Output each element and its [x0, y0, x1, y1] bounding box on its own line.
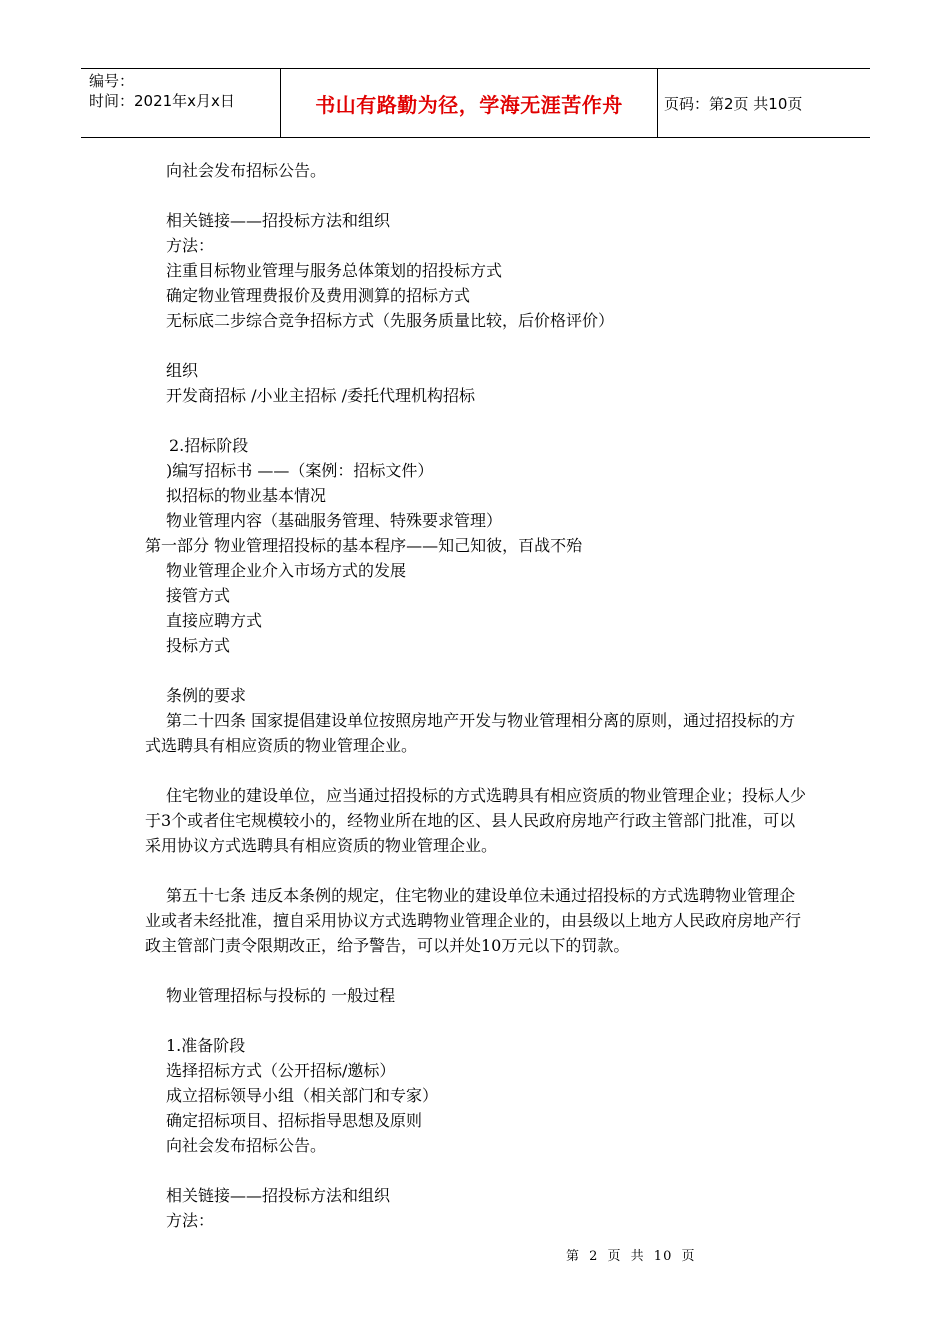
- header-motto: 书山有路勤为径，学海无涯苦作舟: [281, 69, 658, 137]
- body-line: 向社会发布招标公告。: [166, 161, 327, 180]
- body-line: 注重目标物业管理与服务总体策划的招投标方式: [166, 261, 503, 280]
- header-meta: [81, 69, 281, 137]
- regulation-paragraph: 第五十七条 违反本条例的规定，住宅物业的建设单位未通过招投标的方式选聘物业管理企业或者未经批准，擅自采用协议方式选聘物业管理企业的，由县级以上地方人民政府房地产行政主管部门责令限期改正，给予警告，可以并处10万元以下的罚款。: [145, 886, 802, 955]
- header-page-info: 页码：第2页 共10页: [664, 94, 803, 113]
- body-line: 成立招标领导小组（相关部门和专家）: [166, 1086, 439, 1105]
- body-line: 接管方式: [166, 586, 231, 605]
- body-line: 相关链接——招投标方法和组织: [166, 211, 391, 230]
- body-line: 物业管理企业介入市场方式的发展: [166, 561, 407, 580]
- document-body: [145, 158, 810, 1233]
- body-line: 开发商招标 /小业主招标 /委托代理机构招标: [166, 386, 475, 405]
- body-line: 方法：: [166, 1211, 215, 1230]
- body-line: 向社会发布招标公告。: [166, 1136, 327, 1155]
- page-header: [81, 68, 870, 138]
- body-line: 物业管理内容（基础服务管理、特殊要求管理）: [166, 511, 503, 530]
- body-line: 无标底二步综合竞争招标方式（先服务质量比较，后价格评价）: [166, 311, 615, 330]
- body-line: 拟招标的物业基本情况: [166, 486, 327, 505]
- section-heading: 1.准备阶段: [166, 1036, 246, 1055]
- body-line: 投标方式: [166, 636, 231, 655]
- body-line: 物业管理招标与投标的 一般过程: [166, 986, 396, 1005]
- body-line: 相关链接——招投标方法和组织: [166, 1186, 391, 1205]
- body-line: 直接应聘方式: [166, 611, 263, 630]
- document-date: 时间：2021年x月x日: [89, 92, 235, 110]
- body-line: 确定招标项目、招标指导思想及原则: [166, 1111, 423, 1130]
- body-line: 条例的要求: [166, 686, 247, 705]
- body-line: )编写招标书 ——（案例：招标文件）: [166, 461, 434, 480]
- regulation-paragraph: 第二十四条 国家提倡建设单位按照房地产开发与物业管理相分离的原则，通过招投标的方式选聘具有相应资质的物业管理企业。: [145, 711, 796, 755]
- regulation-paragraph: 住宅物业的建设单位，应当通过招投标的方式选聘具有相应资质的物业管理企业；投标人少于3个或者住宅规模较小的，经物业所在地的区、县人民政府房地产行政主管部门批准，可以采用协议方式选聘具有相应资质的物业管理企业。: [145, 786, 807, 855]
- section-heading: 2.招标阶段: [169, 436, 249, 455]
- page-footer: 第 2 页 共 10 页: [566, 1249, 696, 1264]
- document-number-label: 编号：: [89, 72, 135, 90]
- body-line: 组织: [166, 361, 199, 380]
- body-line: 确定物业管理费报价及费用测算的招标方式: [166, 286, 471, 305]
- body-line: 方法：: [166, 236, 215, 255]
- body-line: 选择招标方式（公开招标/邀标）: [166, 1061, 396, 1080]
- section-heading: 第一部分 物业管理招投标的基本程序——知己知彼，百战不殆: [145, 536, 583, 555]
